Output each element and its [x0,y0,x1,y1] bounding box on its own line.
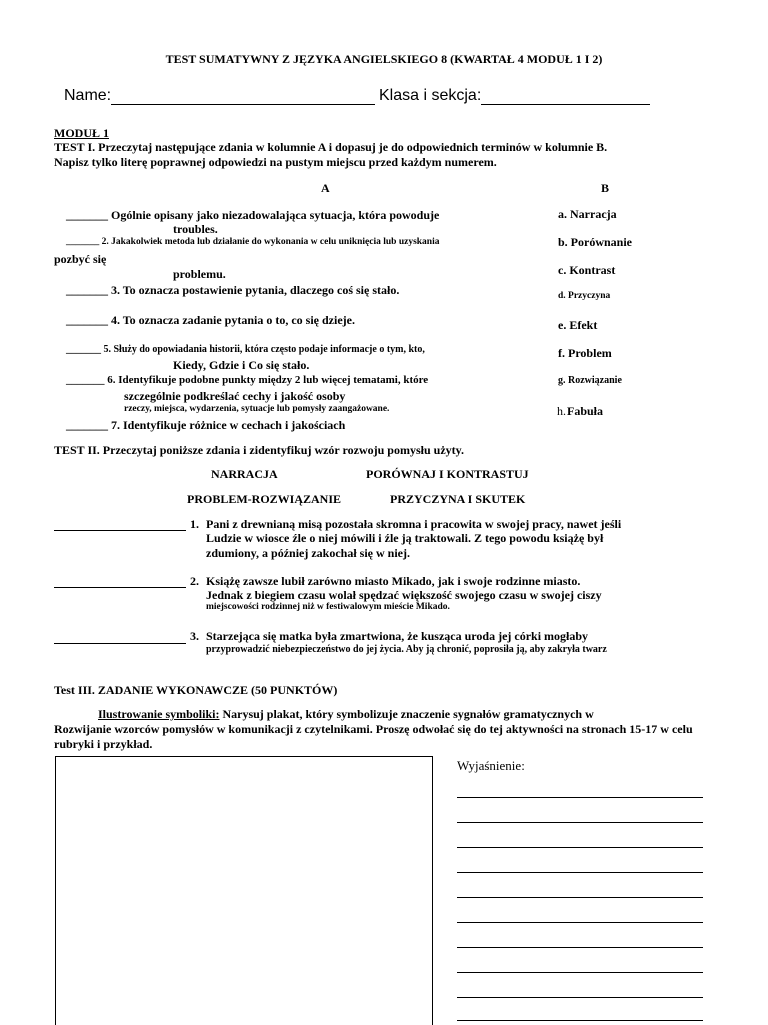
explanation-line[interactable] [457,847,703,848]
explanation-line[interactable] [457,822,703,823]
test1-item-4: _______ 4. To oznacza zadanie pytania o to, co się dzieje. [66,313,355,327]
explanation-line[interactable] [457,972,703,973]
test1-instruction-line2: Napisz tylko literę poprawnej odpowiedzi na pustym miejscu przed każdym numerem. [54,155,497,169]
term-d: d. Przyczyna [558,291,611,301]
test2-item-2-cont: Jednak z biegiem czasu wolał spędzać większość swojego czasu w swojej ciszy [206,588,602,602]
test3-instruction-line1 [98,707,594,722]
test2-item-1-cont: Ludzie w wiosce źle o niej mówili i źle ją traktowali. Z tego powodu książę był [206,531,604,545]
explanation-line[interactable] [457,797,703,798]
module-heading: MODUŁ 1 [54,126,109,140]
explanation-line[interactable] [457,947,703,948]
explanation-line[interactable] [457,897,703,898]
test3-lead-underlined: Ilustrowanie symboliki: [98,707,220,721]
test2-answer-blank-3[interactable] [54,643,186,644]
column-b-header: B [601,181,610,195]
column-a-header: A [321,181,330,195]
poster-drawing-box[interactable] [55,756,433,1025]
test2-item-3-cont: przyprowadzić niebezpieczeństwo do jej życia. Aby ją chronić, poprosiła ją, aby zakryła twarz [206,644,607,655]
name-field[interactable] [111,104,375,105]
test2-answer-blank-1[interactable] [54,530,186,531]
term-c: c. Kontrast [558,263,616,277]
test2-item-2-number: 2. [190,574,199,588]
test2-answer-blank-2[interactable] [54,587,186,588]
term-h: Fabuła [567,404,604,418]
test1-instruction-line1: TEST I. Przeczytaj następujące zdania w kolumnie A i dopasuj je do odpowiednich terminów w kolumnie B. [54,140,608,154]
explanation-line[interactable] [457,997,703,998]
test1-item-5: _______ 5. Służy do opowiadania historii, która często podaje informacje o tym, kto, [66,344,425,355]
test1-item-6: _______ 6. Identyfikuje podobne punkty między 2 lub więcej tematami, które [66,374,429,386]
term-h-letter: h. [557,404,566,418]
test3-instruction-line2: Rozwijanie wzorców pomysłów w komunikacji z czytelnikami. Proszę odwołać się do tej aktywności na stronach 15-17 w celu [54,722,693,736]
test1-item-1: _______ Ogólnie opisany jako niezadowalająca sytuacja, która powoduje [66,208,440,222]
test3-instruction-line3: rubryki i przykład. [54,737,153,751]
pattern-option-problem: PROBLEM-ROZWIĄZANIE [187,492,342,506]
test1-item-1-cont: troubles. [173,222,218,236]
page-title: TEST SUMATYWNY Z JĘZYKA ANGIELSKIEGO 8 (KWARTAŁ 4 MODUŁ 1 I 2) [165,52,603,66]
pattern-option-compare: PORÓWNAJ I KONTRASTUJ [366,467,529,481]
test3-heading: Test III. ZADANIE WYKONAWCZE (50 PUNKTÓW) [54,683,338,697]
test2-item-3: Starzejąca się matka była zmartwiona, że kusząca uroda jej córki mogłaby [206,629,589,643]
test1-item-6-cont: szczególnie podkreślać cechy i jakość osoby [124,389,346,403]
term-e: e. Efekt [558,318,598,332]
class-field[interactable] [481,104,650,105]
test1-item-6-cont2: rzeczy, miejsca, wydarzenia, sytuacje lub pomysły zaangażowane. [124,404,390,414]
term-b: b. Porównanie [558,235,633,249]
test1-item-5-cont: Kiedy, Gdzie i Co się stało. [173,358,310,372]
test2-item-1-number: 1. [190,517,199,531]
test2-item-2: Książę zawsze lubił zarówno miasto Mikado, jak i swoje rodzinne miasto. [206,574,581,588]
test2-item-2-cont2: miejscowości rodzinnej niż w festiwalowym mieście Mikado. [206,602,450,612]
test1-item-2-cont: pozbyć się [54,252,107,266]
test1-item-2-cont2: problemu. [173,267,226,281]
test2-item-3-number: 3. [190,629,199,643]
explanation-line[interactable] [457,922,703,923]
term-f: f. Problem [558,346,612,360]
pattern-option-narration: NARRACJA [211,467,278,481]
test2-instruction: TEST II. Przeczytaj poniższe zdania i zidentyfikuj wzór rozwoju pomysłu użyty. [54,443,464,457]
test1-item-7: _______ 7. Identyfikuje różnice w cechach i jakościach [66,418,346,432]
explanation-line[interactable] [457,872,703,873]
term-g: g. Rozwiązanie [558,375,622,386]
test1-item-2: _______ 2. Jakakolwiek metoda lub działanie do wykonania w celu uniknięcia lub uzyskania [66,237,440,247]
explanation-line[interactable] [457,1020,703,1021]
class-label: Klasa i sekcja: [379,87,482,104]
explanation-label: Wyjaśnienie: [457,758,525,773]
pattern-option-cause: PRZYCZYNA I SKUTEK [390,492,526,506]
test2-item-1: Pani z drewnianą misą pozostała skromna i pracowita w swojej pracy, nawet jeśli [206,517,622,531]
test3-lead-rest: Narysuj plakat, który symbolizuje znaczenie sygnałów gramatycznych w [219,707,594,721]
name-label: Name: [64,87,112,104]
test1-item-3: _______ 3. To oznacza postawienie pytania, dlaczego coś się stało. [66,283,400,297]
test2-item-1-cont2: zdumiony, a później zakochał się w niej. [206,546,411,560]
term-a: a. Narracja [558,207,617,221]
